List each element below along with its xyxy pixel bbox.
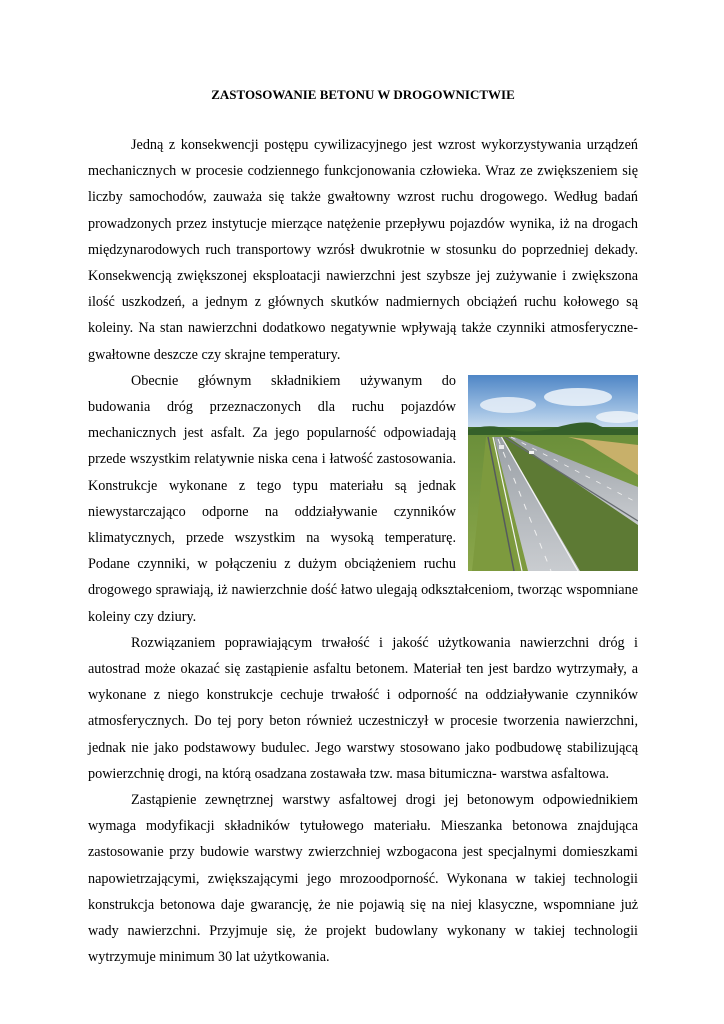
paragraph-2: Obecnie głównym składnikiem używanym do budowania dróg przeznaczonych dla ruchu pojazdów mechanicznych jest asfalt. Za jego popularność odpowiadają przede wszystkim relatywnie niska cena i łatwość zastosowania. Konstrukcje wykonane z tego typu materiału są jednak niewystarczająco odporne na oddziaływanie czynników klimatycznych, przede wszystkim na wysoką temperaturę. Podane czynniki, w połączeniu z dużym obciążeniem ruchu drogowego sprawiają, iż nawierzchnie dość łatwo ulegają odkształceniom, tworząc wspomniane koleiny czy dziury. — [88, 372, 638, 625]
document-body — [88, 132, 638, 971]
paragraph-4: Zastąpienie zewnętrznej warstwy asfaltowej drogi jej betonowym odpowiednikiem wymaga modyfikacji składników tytułowego materiału. Mieszanka betonowa znajdująca zastosowanie przy budowie warstwy zwierzchniej wzbogacona jest specjalnymi domieszkami napowietrzającymi, zwiększającymi jego mrozoodporność. Wykonana w takiej technologii konstrukcja betonowa daje gwarancję, że nie pojawią się na niej klasyczne, wspomniane już wady nawierzchni. Przyjmuje się, że projekt budowlany wykonany w takiej technologii wytrzymuje minimum 30 lat użytkowania. — [88, 792, 638, 966]
paragraph-1: Jedną z konsekwencji postępu cywilizacyjnego jest wzrost wykorzystywania urządzeń mechanicznych w procesie codziennego funkcjonowania człowieka. Wraz ze zwiększeniem się liczby samochodów, zauważa się także gwałtowny wzrost ruchu drogowego. Według badań prowadzonych przez instytucje mierzące natężenie przepływu pojazdów wynika, iż na drogach międzynarodowych ruch transportowy wzrósł dwukrotnie w stosunku do poprzedniej dekady. Konsekwencją zwiększonej eksploatacji nawierzchni jest szybsze jej zużywanie i zwiększona ilość uszkodzeń, a jednym z głównych skutków nadmiernych obciążeń ruchu kołowego są koleiny. Na stan nawierzchni dodatkowo negatywnie wpływają także czynniki atmosferyczne- gwałtowne deszcze czy skrajne temperatury. — [88, 137, 638, 363]
document-title: ZASTOSOWANIE BETONU W DROGOWNICTWIE — [211, 87, 515, 102]
highway-photo — [468, 375, 638, 571]
highway-photo-image — [468, 375, 638, 571]
paragraph-3: Rozwiązaniem poprawiającym trwałość i jakość użytkowania nawierzchni dróg i autostrad może okazać się zastąpienie asfaltu betonem. Materiał ten jest bardzo wytrzymały, a wykonane z niego konstrukcje cechuje trwałość i odporność na oddziaływanie czynników atmosferycznych. Do tej pory beton również uczestniczył w procesie tworzenia nawierzchni, jednak nie jako podstawowy budulec. Jego warstwy stosowano jako podbudowę stabilizującą powierzchnię drogi, na którą osadzana zostawała tzw. masa bitumiczna- warstwa asfaltowa. — [88, 634, 638, 782]
